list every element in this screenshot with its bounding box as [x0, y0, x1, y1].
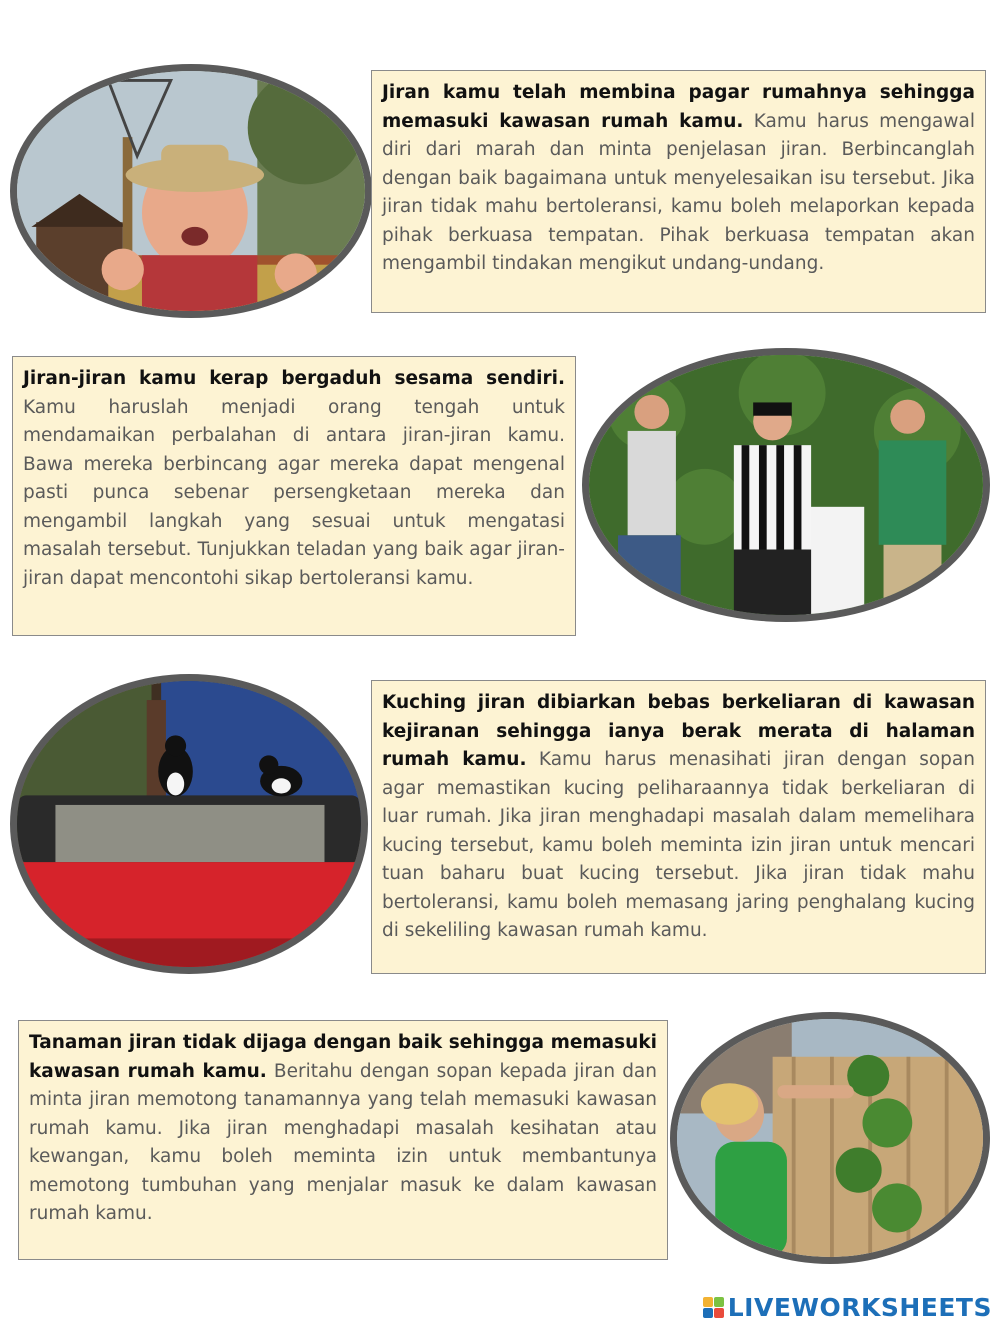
angry-neighbor-photo	[10, 64, 372, 318]
gardening-illustration	[677, 1019, 983, 1257]
referee-photo	[582, 348, 990, 622]
brand-name: LIVEWORKSHEETS	[727, 1293, 992, 1322]
angry-neighbor-illustration	[17, 71, 365, 311]
section-4-textbox	[18, 1020, 668, 1260]
section-4-body: Beritahu dengan sopan kepada jiran dan minta jiran memotong tanamannya yang telah memasuki kawasan rumah kamu. Jika jiran menghadapi masalah kesihatan atau kewangan, kamu boleh meminta izin untuk membantunya memotong tumbuhan yang menjalar masuk ke dalam kawasan rumah kamu.	[29, 1060, 657, 1224]
section-1-heading: Jiran kamu telah membina pagar rumahnya sehingga memasuki kawasan rumah kamu.	[382, 82, 975, 132]
section-1-textbox	[371, 70, 986, 313]
section-3-heading: Kuching jiran dibiarkan bebas berkeliaran di kawasan kejiranan sehingga ianya berak merata di halaman rumah kamu.	[382, 692, 975, 770]
section-3-body: Kamu harus menasihati jiran dengan sopan agar memastikan kucing peliharaannya tidak berkeliaran di luar rumah. Jika jiran menghadapi masalah dalam memelihara kucing tersebut, kamu boleh meminta izin jiran untuk mencari tuan baharu buat kucing tersebut. Jika jiran tidak mahu bertoleransi, kamu boleh memasang jaring penghalang kucing di sekeliling kawasan rumah kamu.	[382, 749, 975, 941]
liveworksheets-brand	[703, 1293, 992, 1322]
section-2-heading: Jiran-jiran kamu kerap bergaduh sesama sendiri.	[23, 368, 565, 389]
section-2-textbox	[12, 356, 576, 636]
section-1-body: Kamu harus mengawal diri dari marah dan minta penjelasan jiran. Berbincanglah dengan baik bagaimana untuk menyelesaikan isu tersebut. Jika jiran tidak mahu bertoleransi, kamu boleh melaporkan kepada pihak berkuasa tempatan. Pihak berkuasa tempatan akan mengambil tindakan mengikut undang-undang.	[382, 110, 976, 274]
referee-illustration	[589, 355, 983, 615]
section-3-textbox	[371, 680, 986, 974]
cats-on-car-photo	[10, 674, 368, 974]
section-2-body: Kamu haruslah menjadi orang tengah untuk mendamaikan perbalahan di antara jiran-jiran kamu. Bawa mereka berbincang agar mereka dapat mengenal pasti punca sebenar persengketaan mereka dan mengambil langkah yang sesuai untuk mengatasi masalah tersebut. Tunjukkan teladan yang baik agar jiran-jiran dapat mencontohi sikap bertoleransi kamu.	[23, 396, 565, 589]
section-4-heading: Tanaman jiran tidak dijaga dengan baik sehingga memasuki kawasan rumah kamu.	[29, 1032, 657, 1082]
liveworksheets-logo-icon	[703, 1297, 724, 1318]
cats-on-car-illustration	[17, 681, 361, 967]
gardening-photo	[670, 1012, 990, 1264]
